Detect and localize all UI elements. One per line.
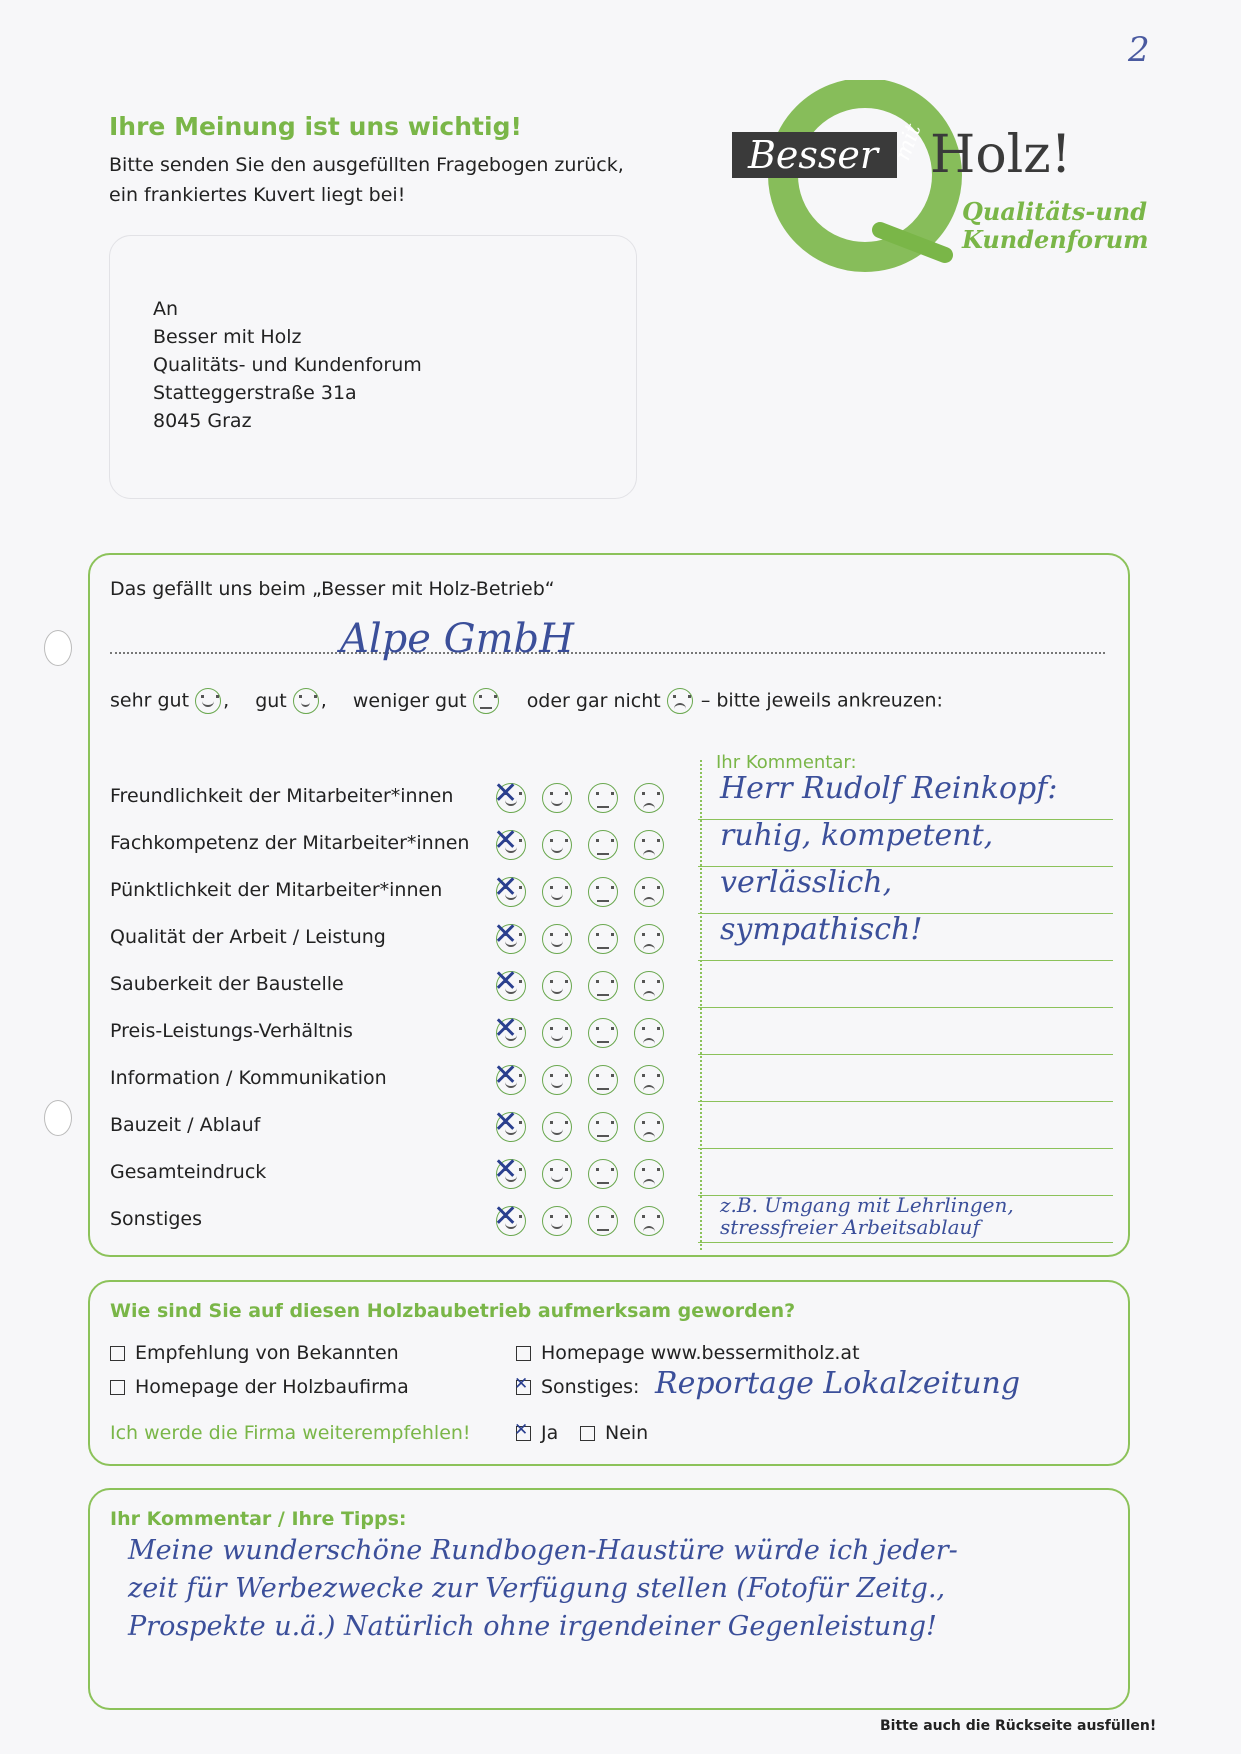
- rating-not-at-all-face-icon[interactable]: [634, 1018, 664, 1048]
- comment-line-rule: [698, 1148, 1113, 1149]
- rating-legend: sehr gut , gut , weniger gut oder gar nicht – bitte jeweils ankreuzen:: [110, 688, 943, 714]
- rating-less-good-face-icon[interactable]: [588, 877, 618, 907]
- besser-mit-holz-logo: [730, 80, 1150, 280]
- rating-good-face-icon[interactable]: [542, 830, 572, 860]
- rating-very-good-face-icon[interactable]: [493, 917, 526, 954]
- logo-subtitle-line: Qualitäts-und: [962, 197, 1148, 226]
- rating-options: [493, 1199, 680, 1236]
- logo-mit-text: mit: [890, 120, 927, 165]
- rating-options: [493, 1011, 680, 1048]
- rating-label: Preis-Leistungs-Verhältnis: [110, 1020, 353, 1042]
- rating-good-face-icon[interactable]: [542, 1159, 572, 1189]
- rating-good-face-icon[interactable]: [542, 1112, 572, 1142]
- rating-less-good-face-icon[interactable]: [588, 1159, 618, 1189]
- rating-label: Bauzeit / Ablauf: [110, 1114, 261, 1136]
- rating-less-good-face-icon[interactable]: [588, 1065, 618, 1095]
- address-line: An: [153, 298, 179, 320]
- rating-less-good-face-icon[interactable]: [588, 783, 618, 813]
- rating-label: Gesamteindruck: [110, 1161, 267, 1183]
- company-name-handwritten: Alpe GmbH: [340, 616, 575, 662]
- rating-good-face-icon[interactable]: [542, 1018, 572, 1048]
- punch-hole: [44, 1100, 72, 1136]
- rating-label: Pünktlichkeit der Mitarbeiter*innen: [110, 879, 443, 901]
- company-name-line: [110, 652, 1105, 654]
- checkbox-company-homepage[interactable]: [110, 1380, 125, 1395]
- rating-label: Information / Kommunikation: [110, 1067, 387, 1089]
- comment-line-rule: [698, 1101, 1113, 1102]
- rating-less-good-face-icon[interactable]: [588, 971, 618, 1001]
- recommend-yes[interactable]: [516, 1422, 558, 1444]
- rating-options: [493, 917, 680, 954]
- rating-row: [108, 1010, 1108, 1056]
- rating-row: [108, 1057, 1108, 1103]
- rating-good-face-icon[interactable]: [542, 1206, 572, 1236]
- rating-comment-handwritten: sympathisch!: [720, 912, 923, 947]
- option-label: Sonstiges:: [541, 1376, 640, 1398]
- comment-line-rule: [698, 1007, 1113, 1008]
- good-face-icon: [293, 688, 319, 714]
- very-good-face-icon: [195, 688, 221, 714]
- rating-less-good-face-icon[interactable]: [588, 1018, 618, 1048]
- option-referral[interactable]: [110, 1342, 399, 1364]
- rating-less-good-face-icon[interactable]: [588, 924, 618, 954]
- rating-row: [108, 912, 1108, 962]
- rating-very-good-face-icon[interactable]: [493, 870, 526, 907]
- page-number-handwritten: 2: [1128, 30, 1150, 70]
- rating-very-good-face-icon[interactable]: [493, 964, 526, 1001]
- logo-besser-text: Besser: [748, 133, 879, 177]
- checkbox-recommend-yes[interactable]: [516, 1426, 531, 1441]
- checked-mark-icon: ✕: [493, 870, 519, 905]
- rating-comment-handwritten: z.B. Umgang mit Lehrlingen, stressfreier Arbeitsablauf: [720, 1193, 1014, 1239]
- rating-less-good-face-icon[interactable]: [588, 830, 618, 860]
- rating-options: [493, 964, 680, 1001]
- comment-line-rule: [698, 960, 1113, 961]
- comment-label: Ihr Kommentar:: [716, 752, 857, 773]
- comment-line: Meine wunderschöne Rundbogen-Haustüre würde ich jeder-: [128, 1535, 958, 1566]
- checkbox-recommend-no[interactable]: [580, 1426, 595, 1441]
- rating-good-face-icon[interactable]: [542, 783, 572, 813]
- address-line: Qualitäts- und Kundenforum: [153, 354, 422, 376]
- form-title: Ihre Meinung ist uns wichtig!: [109, 112, 522, 141]
- checked-mark-icon: ✕: [493, 823, 519, 858]
- rating-options: [493, 870, 680, 907]
- legend-very-good: sehr gut: [110, 689, 190, 712]
- rating-options: [493, 776, 680, 813]
- rating-label: Sonstiges: [110, 1208, 203, 1230]
- rating-options: [493, 1152, 680, 1189]
- rating-not-at-all-face-icon[interactable]: [634, 1112, 664, 1142]
- checked-mark-icon: ✕: [493, 917, 519, 952]
- comment-line-rule: [698, 1054, 1113, 1055]
- checked-mark-icon: ✕: [493, 1011, 519, 1046]
- checked-mark-icon: ✕: [493, 1199, 519, 1234]
- rating-row: [108, 963, 1108, 1009]
- rating-row: [108, 1104, 1108, 1150]
- no-label: Nein: [605, 1422, 649, 1444]
- rating-not-at-all-face-icon[interactable]: [634, 783, 664, 813]
- rating-very-good-face-icon[interactable]: [493, 1152, 526, 1189]
- rating-label: Freundlichkeit der Mitarbeiter*innen: [110, 785, 454, 807]
- other-source-handwritten: Reportage Lokalzeitung: [655, 1366, 1021, 1401]
- punch-hole: [44, 630, 72, 666]
- address-line: Statteggerstraße 31a: [153, 382, 357, 404]
- checked-mark-icon: ✕: [493, 1105, 519, 1140]
- option-label: Homepage www.bessermitholz.at: [541, 1342, 860, 1364]
- rating-less-good-face-icon[interactable]: [588, 1206, 618, 1236]
- rating-options: [493, 1058, 680, 1095]
- rating-not-at-all-face-icon[interactable]: [634, 877, 664, 907]
- rating-not-at-all-face-icon[interactable]: [634, 1159, 664, 1189]
- rating-very-good-face-icon[interactable]: [493, 1058, 526, 1095]
- option-label: Homepage der Holzbaufirma: [135, 1376, 409, 1398]
- rating-not-at-all-face-icon[interactable]: [634, 1065, 664, 1095]
- comment-text-handwritten: [128, 1532, 1118, 1646]
- option-company-homepage[interactable]: [110, 1376, 409, 1398]
- less-good-face-icon: [473, 688, 499, 714]
- option-label: Empfehlung von Bekannten: [135, 1342, 399, 1364]
- rating-row: [108, 818, 1108, 868]
- rating-less-good-face-icon[interactable]: [588, 1112, 618, 1142]
- checked-mark-icon: ✕: [493, 1058, 519, 1093]
- comment-heading: Ihr Kommentar / Ihre Tipps:: [110, 1508, 407, 1530]
- intro-line: ein frankiertes Kuvert liegt bei!: [109, 184, 406, 206]
- rating-options: [493, 1105, 680, 1142]
- address-line: Besser mit Holz: [153, 326, 302, 348]
- rating-label: Qualität der Arbeit / Leistung: [110, 926, 386, 948]
- rating-label: Sauberkeit der Baustelle: [110, 973, 344, 995]
- legend-less-good: weniger gut: [352, 689, 467, 712]
- legend-not-at-all: oder gar nicht: [526, 689, 661, 712]
- logo-holz-text: Holz!: [930, 125, 1072, 185]
- rating-good-face-icon[interactable]: [542, 924, 572, 954]
- checked-mark-icon: ✕: [493, 964, 519, 999]
- legend-instruction: – bitte jeweils ankreuzen:: [700, 689, 943, 712]
- rating-heading: Das gefällt uns beim „Besser mit Holz-Betrieb“: [110, 578, 555, 600]
- rating-not-at-all-face-icon[interactable]: [634, 924, 664, 954]
- logo-subtitle: [962, 198, 1149, 254]
- rating-good-face-icon[interactable]: [542, 877, 572, 907]
- checkbox-referral[interactable]: [110, 1346, 125, 1361]
- logo-subtitle-line: Kundenforum: [962, 225, 1149, 254]
- rating-row: [108, 865, 1108, 915]
- rating-very-good-face-icon[interactable]: [493, 776, 526, 813]
- checkbox-website[interactable]: [516, 1346, 531, 1361]
- checked-mark-icon: ✕: [493, 1152, 519, 1187]
- comment-line: Prospekte u.ä.) Natürlich ohne irgendeiner Gegenleistung!: [128, 1611, 937, 1642]
- checkbox-other[interactable]: [516, 1380, 531, 1395]
- rating-row: [108, 1151, 1108, 1197]
- not-at-all-face-icon: [667, 688, 693, 714]
- address-line: 8045 Graz: [153, 410, 252, 432]
- rating-comment-handwritten: ruhig, kompetent,: [720, 818, 994, 853]
- source-heading: Wie sind Sie auf diesen Holzbaubetrieb aufmerksam geworden?: [110, 1300, 796, 1322]
- rating-options: [493, 823, 680, 860]
- recipient-address: [153, 295, 422, 435]
- rating-good-face-icon[interactable]: [542, 1065, 572, 1095]
- rating-good-face-icon[interactable]: [542, 971, 572, 1001]
- intro-text: [109, 150, 669, 210]
- rating-very-good-face-icon[interactable]: [493, 1105, 526, 1142]
- rating-very-good-face-icon[interactable]: [493, 823, 526, 860]
- comment-line: zeit für Werbezwecke zur Verfügung stellen (Fotofür Zeitg.,: [128, 1573, 946, 1604]
- rating-comment-handwritten: Herr Rudolf Reinkopf:: [720, 771, 1058, 806]
- rating-row: [108, 771, 1108, 821]
- yes-label: Ja: [541, 1422, 559, 1444]
- rating-label: Fachkompetenz der Mitarbeiter*innen: [110, 832, 470, 854]
- comment-line-rule: [698, 1242, 1113, 1243]
- rating-not-at-all-face-icon[interactable]: [634, 1206, 664, 1236]
- option-website[interactable]: [516, 1342, 860, 1364]
- footer-note: Bitte auch die Rückseite ausfüllen!: [880, 1718, 1157, 1734]
- rating-very-good-face-icon[interactable]: [493, 1199, 526, 1236]
- rating-not-at-all-face-icon[interactable]: [634, 971, 664, 1001]
- rating-not-at-all-face-icon[interactable]: [634, 830, 664, 860]
- option-other[interactable]: [516, 1376, 639, 1398]
- rating-row: [108, 1193, 1108, 1244]
- rating-comment-handwritten: verlässlich,: [720, 865, 893, 900]
- intro-line: Bitte senden Sie den ausgefüllten Fragebogen zurück,: [109, 154, 624, 176]
- checked-mark-icon: ✕: [493, 776, 519, 811]
- rating-very-good-face-icon[interactable]: [493, 1011, 526, 1048]
- recommend-label: Ich werde die Firma weiterempfehlen!: [110, 1422, 471, 1444]
- recommend-no[interactable]: [580, 1422, 648, 1444]
- legend-good: gut: [255, 689, 287, 712]
